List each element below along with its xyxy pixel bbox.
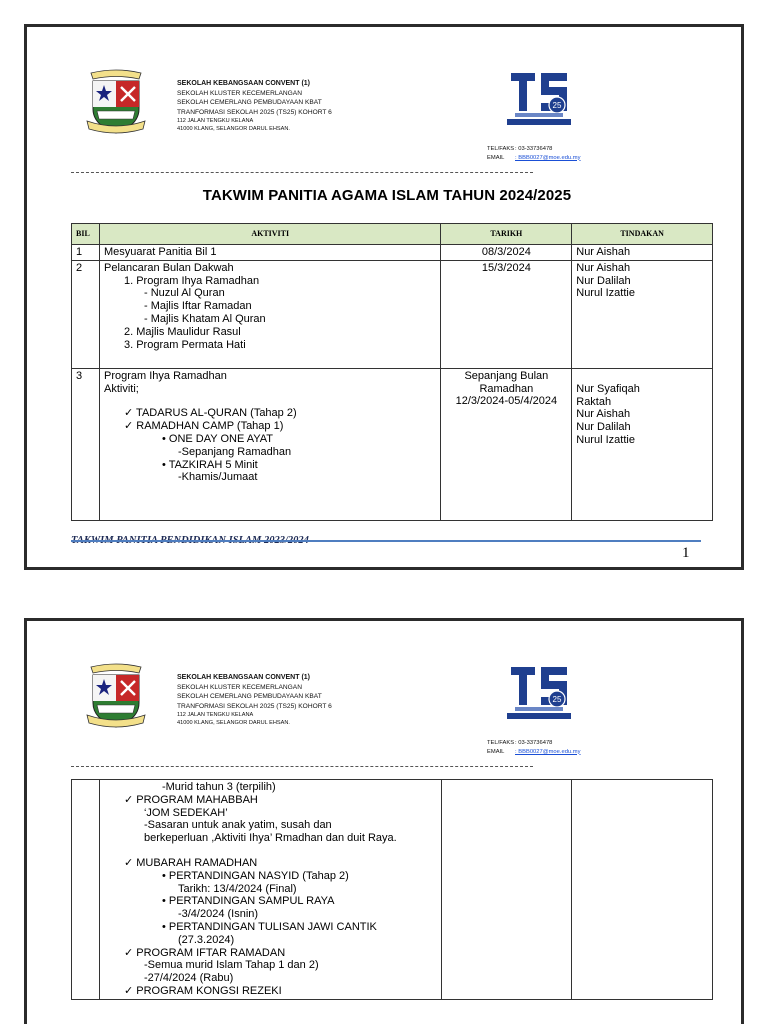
table-row [72,260,713,368]
contact-info [487,145,581,162]
school-info [177,79,332,133]
footer-title: TAKWIM PANITIA PENDIDIKAN ISLAM 2023/2024 [71,535,309,546]
date-line: 12/3/2024-05/4/2024 [455,395,558,408]
activity-line: - Nuzul Al Quran [143,287,225,300]
school-name: SEKOLAH KEBANGSAAN CONVENT (1) [177,80,311,87]
row-tarikh: 15/3/2024 [441,260,572,368]
pic-name: Nur Aishah [576,261,631,274]
school-crest-icon [83,663,149,731]
page-number: 1 [682,545,690,561]
activity-line: ✓ MUBARAH RAMADHAN [123,856,258,869]
activity-line: ✓ PROGRAM IFTAR RAMADAN [123,946,286,959]
school-line-2: SEKOLAH KLUSTER KECEMERLANGAN [177,89,302,97]
activity-line: • ONE DAY ONE AYAT [161,432,274,445]
activity-line: 1. Program Ihya Ramadhan [123,274,260,287]
email-link[interactable]: : BBB0027@moe.edu.my [515,154,581,161]
pic-name: Nur Dalilah [576,274,631,287]
activity-line: - Majlis Iftar Ramadan [143,300,252,313]
row-tarikh: 08/3/2024 [441,245,572,261]
activity-line: -Sepanjang Ramadhan [177,445,292,458]
tel-label: TEL/FAKS [487,740,515,746]
activity-line: • PERTANDINGAN TULISAN JAWI CANTIK [161,920,377,933]
school-line-4: TRANFORMASI SEKOLAH 2025 (TS25) KOHORT 6 [177,702,332,710]
table-row [72,368,713,520]
row-tindakan [572,368,713,520]
document-page-2 [24,618,744,1024]
activity-line: Pelancaran Bulan Dakwah [103,261,234,274]
header-bil: BIL [72,224,100,245]
pic-name: Nurul Izattie [576,433,635,446]
document-page-1 [24,24,744,570]
activity-line: ✓ PROGRAM KONGSI REZEKI [123,984,282,997]
activity-line: berkeperluan ,Aktiviti Ihya’ Rmadhan dan duit Raya. [143,832,397,845]
pic-name: Raktah [576,395,612,408]
school-address-2: 41000 KLANG, SELANGOR DARUL EHSAN. [177,126,290,133]
email-label: EMAIL [487,154,505,161]
footer-line [71,540,701,542]
school-line-4: TRANFORMASI SEKOLAH 2025 (TS25) KOHORT 6 [177,108,332,116]
document-title: TAKWIM PANITIA AGAMA ISLAM TAHUN 2024/2025 [202,187,572,204]
activity-line: -Murid tahun 3 (terpilih) [161,781,276,793]
school-line-3: SEKOLAH CEMERLANG PEMBUDAYAAN KBAT [177,693,322,701]
activity-line: • PERTANDINGAN SAMPUL RAYA [161,895,335,908]
row-aktiviti [99,780,441,1000]
ts25-logo-icon [505,661,573,727]
row-tindakan [572,260,713,368]
activity-line: -Khamis/Jumaat [177,471,258,484]
svg-text:25: 25 [552,695,562,704]
row-tindakan [572,780,713,1000]
activity-line: 2. Majlis Maulidur Rasul [123,325,241,338]
header-divider [71,172,533,173]
tel-value: : 03-33736478 [515,146,553,152]
pic-name: Nur Syafiqah [576,382,640,395]
header-tarikh: TARIKH [441,224,572,245]
activity-line: -Semua murid Islam Tahap 1 dan 2) [143,959,319,972]
pic-name: Nur Dalilah [576,421,631,434]
activity-line: -Sasaran untuk anak yatim, susah dan [143,819,332,832]
school-line-2: SEKOLAH KLUSTER KECEMERLANGAN [177,683,302,691]
activity-line: Aktiviti; [103,382,139,395]
date-line: Sepanjang Bulan [464,369,549,382]
contact-info [487,739,581,756]
activity-line: ✓ TADARUS AL-QURAN (Tahap 2) [123,407,297,420]
tel-value: : 03-33736478 [515,740,553,746]
pic-name: Nur Aishah [576,408,631,421]
ts25-logo-icon [505,67,573,133]
activity-line: • TAZKIRAH 5 Minit [161,458,258,471]
activity-line: (27.3.2024) [177,933,235,946]
activity-line: ✓ PROGRAM MAHABBAH [123,793,258,806]
activity-line: -3/4/2024 (Isnin) [177,908,259,921]
row-tarikh [441,368,572,520]
row-aktiviti: Mesyuarat Panitia Bil 1 [99,245,440,261]
email-link[interactable]: : BBB0027@moe.edu.my [515,748,581,755]
takwim-table [71,223,713,521]
table-row [72,245,713,261]
activity-line: - Majlis Khatam Al Quran [143,312,266,325]
table-row [72,780,713,1000]
school-address-1: 112 JALAN TENGKU KELANA [177,118,254,125]
activity-line: • PERTANDINGAN NASYID (Tahap 2) [161,869,349,882]
activity-line: Program Ihya Ramadhan [103,369,227,382]
row-bil [72,780,100,1000]
activity-line: -27/4/2024 (Rabu) [143,972,234,985]
activity-line: Tarikh: 13/4/2024 (Final) [177,882,297,895]
school-crest-icon [83,69,149,137]
row-aktiviti [99,368,440,520]
activity-line: ✓ RAMADHAN CAMP (Tahap 1) [123,420,284,433]
row-bil: 2 [72,260,100,368]
school-address-1: 112 JALAN TENGKU KELANA [177,712,254,719]
svg-text:25: 25 [552,101,562,110]
header-tindakan: TINDAKAN [572,224,713,245]
table-header-row [72,224,713,245]
school-line-3: SEKOLAH CEMERLANG PEMBUDAYAAN KBAT [177,99,322,107]
date-line: Ramadhan [479,382,534,395]
row-tarikh [441,780,572,1000]
school-info [177,673,332,727]
header-aktiviti: AKTIVITI [99,224,440,245]
school-name: SEKOLAH KEBANGSAAN CONVENT (1) [177,674,311,681]
row-aktiviti [99,260,440,368]
header-divider [71,766,533,767]
email-label: EMAIL [487,748,505,755]
activity-line: 3. Program Permata Hati [123,338,246,351]
takwim-table-continued [71,779,713,1000]
row-tindakan: Nur Aishah [572,245,713,261]
activity-line: ‘JOM SEDEKAH’ [143,806,228,819]
row-bil: 3 [72,368,100,520]
school-address-2: 41000 KLANG, SELANGOR DARUL EHSAN. [177,720,290,727]
tel-label: TEL/FAKS [487,146,515,152]
row-bil: 1 [72,245,100,261]
pic-name: Nurul Izattie [576,287,635,300]
